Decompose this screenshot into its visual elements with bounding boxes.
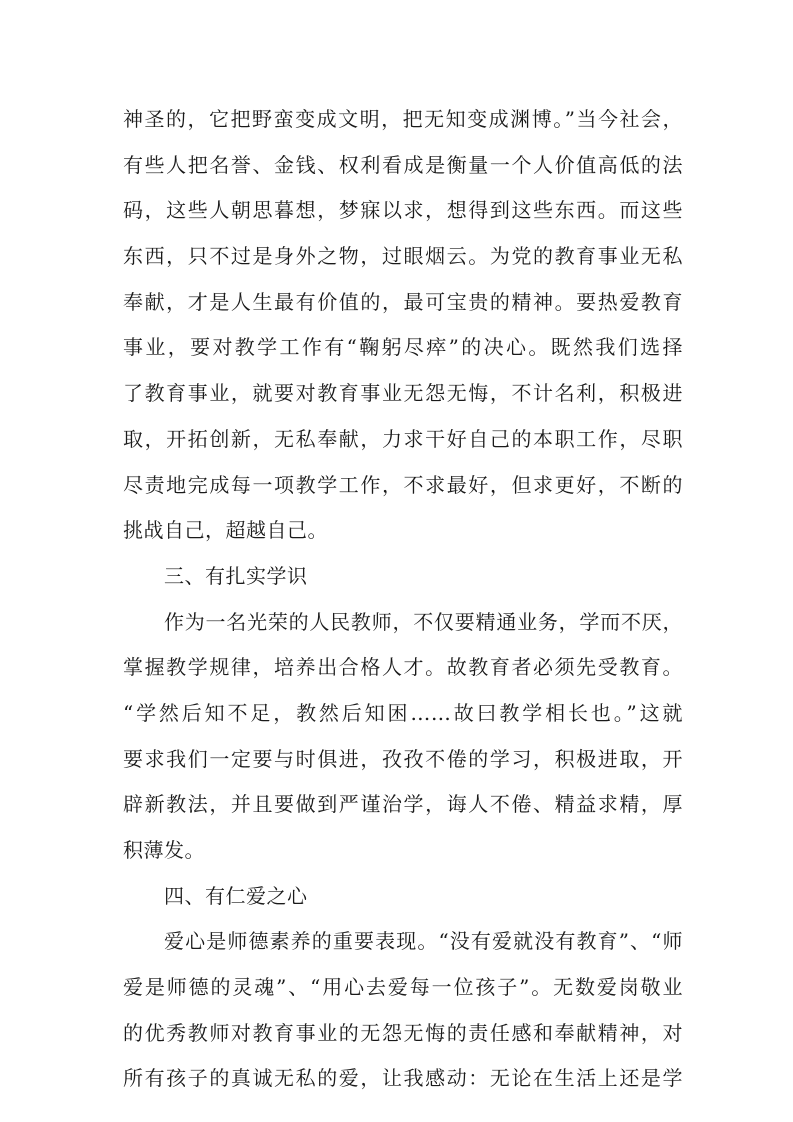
text-line: 尽责地完成每一项教学工作，不求最好，但求更好，不断的 [123,472,683,497]
text-line: 事业，要对教学工作有“鞠躬尽瘁”的决心。既然我们选择 [123,335,683,360]
text-line: 码，这些人朝思暮想，梦寐以求，想得到这些东西。而这些 [123,198,683,223]
text-line: 取，开拓创新，无私奉献，力求干好自己的本职工作，尽职 [123,426,683,451]
text-line: 爱是师德的灵魂”、“用心去爱每一位孩子”。无数爱岗敬业 [123,975,683,1000]
text-line: 了教育事业，就要对教育事业无怨无悔，不计名利，积极进 [123,381,683,406]
text-line: 东西，只不过是身外之物，过眼烟云。为党的教育事业无私 [123,244,683,269]
text-line: 爱心是师德素养的重要表现。“没有爱就没有教育”、“师 [164,929,683,954]
text-line: “学然后知不足，教然后知困……故曰教学相长也。”这就 [123,700,683,725]
text-line: 要求我们一定要与时俱进，孜孜不倦的学习，积极进取，开 [123,746,683,771]
text-line: 奉献，才是人生最有价值的，最可宝贵的精神。要热爱教育 [123,289,683,314]
text-line: 挑战自己，超越自己。 [123,518,328,543]
text-line: 作为一名光荣的人民教师，不仅要精通业务，学而不厌， [164,609,683,634]
text-line: 掌握教学规律，培养出合格人才。故教育者必须先受教育。 [123,655,683,680]
paragraph-solid-knowledge [123,600,683,874]
heading-text: 三、有扎实学识 [164,563,308,588]
heading-text: 四、有仁爱之心 [164,883,308,908]
text-line: 辟新教法，并且要做到严谨治学，诲人不倦、精益求精，厚 [123,792,683,817]
text-line: 的优秀教师对教育事业的无怨无悔的责任感和奉献精神，对 [123,1020,683,1045]
text-line: 积薄发。 [123,838,205,862]
document-body [123,97,683,1102]
paragraph-continuation [123,97,683,554]
section-heading-4 [123,874,683,920]
text-line: 神圣的，它把野蛮变成文明，把无知变成渊博。”当今社会， [123,107,683,131]
section-heading-3 [123,554,683,600]
paragraph-kind-heart [123,919,683,1102]
text-line: 有些人把名誉、金钱、权利看成是衡量一个人价值高低的法 [123,152,683,177]
text-line: 所有孩子的真诚无私的爱，让我感动：无论在生活上还是学 [123,1066,683,1091]
